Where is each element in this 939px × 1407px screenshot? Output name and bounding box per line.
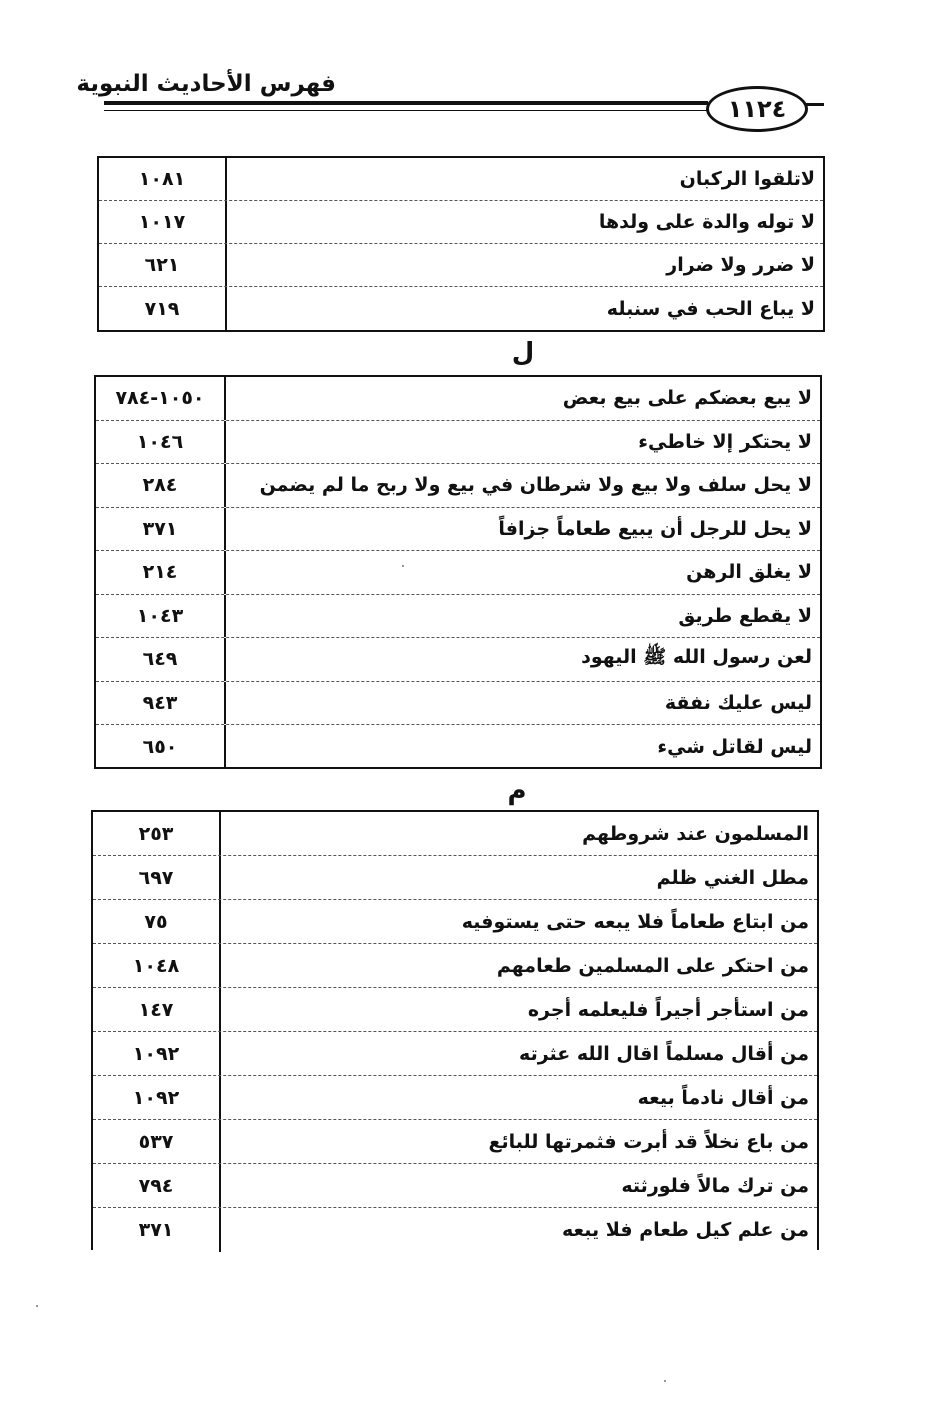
page-ref: ٧١٩: [99, 287, 227, 330]
table-row: [96, 725, 820, 769]
page-ref: ١٠٤٨: [93, 944, 221, 987]
header-rule-thin: [104, 110, 708, 111]
page-ref: ١٤٧: [93, 988, 221, 1031]
table-row: [99, 201, 823, 244]
hadith-text: لا ضرر ولا ضرار: [666, 254, 815, 276]
table-row: [96, 508, 820, 552]
page-ref: ٦٤٩: [96, 638, 226, 681]
table-row: [93, 1208, 817, 1252]
table-row: [96, 377, 820, 421]
scan-speck: [36, 1305, 38, 1307]
hadith-index-table-1: [97, 156, 825, 332]
page-ref: ١٠٩٢: [93, 1076, 221, 1119]
page-ref: ٣٧١: [93, 1208, 221, 1252]
scan-speck: [402, 565, 404, 567]
table-row: [93, 1164, 817, 1208]
page-ref: ٢٨٤: [96, 464, 226, 507]
page-ref: ٣٧١: [96, 508, 226, 551]
hadith-text: لا يقطع طريق: [678, 604, 812, 627]
table-row: [99, 158, 823, 201]
page-ref: ٦٢١: [99, 244, 227, 286]
table-row: [93, 900, 817, 944]
table-row: [93, 1076, 817, 1120]
hadith-text: مطل الغني ظلم: [656, 866, 809, 889]
page-ref: ٧٥: [93, 900, 221, 943]
hadith-text: لعن رسول الله ﷺ اليهود: [581, 646, 812, 669]
scan-speck: [664, 1380, 666, 1382]
header-rule-thick: [104, 101, 708, 105]
page-ref: ٧٩٤: [93, 1164, 221, 1207]
section-letter-lam: ل: [511, 338, 535, 368]
table-row: [93, 1120, 817, 1164]
table-row: [96, 464, 820, 508]
table-row: [96, 682, 820, 726]
hadith-text: من ترك مالاً فلورثته: [621, 1174, 809, 1197]
table-row: [93, 812, 817, 856]
page-ref: ٦٩٧: [93, 856, 221, 899]
page-ref: ١٠٩٢: [93, 1032, 221, 1075]
page-ref: ١٠١٧: [99, 201, 227, 243]
page-ref: ٦٥٠: [96, 725, 226, 769]
page-ref: ٩٤٣: [96, 682, 226, 725]
hadith-text: من احتكر على المسلمين طعامهم: [496, 954, 809, 977]
hadith-text: لا يحل للرجل أن يبيع طعاماً جزافاً: [498, 517, 812, 540]
table-row: [93, 988, 817, 1032]
hadith-text: من أقال مسلماً اقال الله عثرته: [519, 1042, 809, 1065]
table-row: [96, 638, 820, 682]
hadith-index-table-2: [94, 375, 822, 769]
table-row: [93, 856, 817, 900]
hadith-text: المسلمون عند شروطهم: [582, 822, 809, 845]
hadith-text: ليس عليك نفقة: [664, 691, 812, 714]
running-title: فهرس الأحاديث النبوية: [76, 71, 336, 97]
section-letter-mim: م: [507, 776, 527, 806]
hadith-text: لا يغلق الرهن: [686, 561, 812, 584]
hadith-text: لا يحتكر إلا خاطيء: [638, 430, 812, 453]
hadith-text: من استأجر أجيراً فليعلمه أجره: [527, 998, 809, 1021]
hadith-text: من باع نخلاً قد أبرت فثمرتها للبائع: [488, 1130, 809, 1153]
hadith-text: من علم كيل طعام فلا يبعه: [561, 1219, 809, 1241]
hadith-text: لا يبع بعضكم على بيع بعض: [562, 387, 812, 410]
table-row: [96, 551, 820, 595]
hadith-text: لا يحل سلف ولا بيع ولا شرطان في بيع ولا ربح ما لم يضمن: [259, 474, 812, 497]
page-ref: ١٠٤٣: [96, 595, 226, 638]
table-row: [93, 1032, 817, 1076]
hadith-text: من ابتاع طعاماً فلا يبعه حتى يستوفيه: [461, 910, 809, 933]
hadith-text: لا توله والدة على ولدها: [598, 211, 815, 233]
hadith-text: لا يباع الحب في سنبله: [606, 297, 815, 320]
hadith-text: ليس لقاتل شيء: [657, 735, 812, 758]
hadith-index-table-3: [91, 810, 819, 1250]
table-row: [99, 287, 823, 330]
page-ref: ١٠٤٦: [96, 421, 226, 464]
table-row: [93, 944, 817, 988]
page-ref: ١٠٨١: [99, 158, 227, 200]
table-row: [99, 244, 823, 287]
table-row: [96, 421, 820, 465]
page-ref: ٥٣٧: [93, 1120, 221, 1163]
hadith-text: من أقال نادماً بيعه: [637, 1086, 809, 1109]
page-ref: ٢١٤: [96, 551, 226, 594]
page-number: ١١٢٤: [706, 86, 808, 132]
hadith-text: لاتلقوا الركبان: [679, 168, 815, 190]
table-row: [96, 595, 820, 639]
page-ref: ١٠٥٠-٧٨٤: [96, 377, 226, 420]
page-ref: ٢٥٣: [93, 812, 221, 855]
